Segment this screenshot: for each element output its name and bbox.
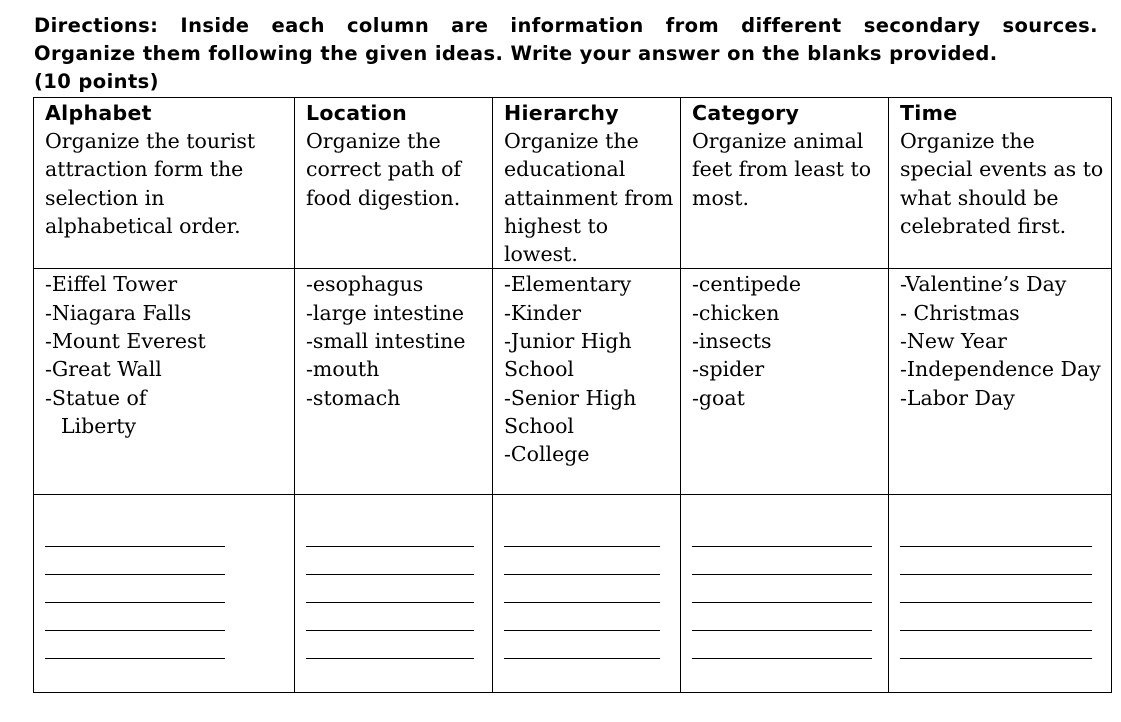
column-description: Organize the tourist attraction form the selection in alphabetical order. (45, 129, 256, 238)
answer-blank[interactable] (900, 631, 1092, 659)
answer-blank[interactable] (306, 631, 474, 659)
answer-blank[interactable] (45, 631, 225, 659)
hierarchy-answer-cell (493, 495, 681, 693)
time-items (889, 269, 1112, 495)
column-category-header (681, 98, 889, 269)
list-item: -Independence Day (900, 357, 1101, 382)
answer-blank[interactable] (45, 518, 225, 546)
column-heading: Location (306, 101, 408, 125)
heading-row (34, 98, 1112, 269)
answer-blank[interactable] (900, 518, 1092, 546)
answer-blank[interactable] (45, 547, 225, 575)
column-heading: Time (900, 101, 958, 125)
list-item: -Senior High School (504, 385, 637, 438)
list-item: -large intestine (306, 300, 465, 325)
column-time-header (889, 98, 1112, 269)
list-item: -College (504, 442, 590, 467)
answer-blank[interactable] (504, 631, 660, 659)
answer-blank[interactable] (504, 518, 660, 546)
column-description: Organize the special events as to what should be celebrated first. (900, 129, 1104, 238)
answer-blank[interactable] (900, 547, 1092, 575)
column-heading: Alphabet (45, 101, 152, 125)
list-item: -chicken (692, 300, 780, 325)
items-row (34, 269, 1112, 495)
answer-blank[interactable] (504, 575, 660, 603)
column-heading: Category (692, 101, 800, 125)
column-alphabet-header (34, 98, 295, 269)
answer-blank[interactable] (504, 603, 660, 631)
column-heading: Hierarchy (504, 101, 619, 125)
directions-line-1: Directions: Inside each column are information from different secondary sources. (34, 14, 1098, 37)
list-item: -spider (692, 357, 765, 382)
directions-line-2: Organize them following the given ideas. Write your answer on the blanks provided. (34, 42, 998, 65)
column-description: Organize the educational attainment from highest to lowest. (504, 129, 674, 267)
directions-line-3: (10 points) (34, 70, 159, 93)
answer-blank[interactable] (45, 575, 225, 603)
answer-blank[interactable] (692, 631, 872, 659)
list-item: -New Year (900, 329, 1007, 354)
answer-blank[interactable] (692, 603, 872, 631)
location-answer-cell (295, 495, 493, 693)
list-item: -Statue of (45, 385, 147, 410)
answer-blank[interactable] (306, 603, 474, 631)
answer-blank[interactable] (900, 603, 1092, 631)
hierarchy-items (493, 269, 681, 495)
alphabet-items (34, 269, 295, 495)
list-item: -stomach (306, 385, 401, 410)
column-hierarchy-header (493, 98, 681, 269)
list-item: -Eiffel Tower (45, 272, 178, 297)
list-item: -Elementary (504, 272, 632, 297)
answer-blank[interactable] (692, 518, 872, 546)
list-item: -Junior High School (504, 329, 632, 382)
directions-text (34, 12, 1098, 96)
category-answer-cell (681, 495, 889, 693)
answer-blank[interactable] (504, 547, 660, 575)
column-location-header (295, 98, 493, 269)
location-items (295, 269, 493, 495)
list-item: -Kinder (504, 300, 582, 325)
answer-blank[interactable] (692, 575, 872, 603)
list-item: -insects (692, 329, 772, 354)
list-item: - Christmas (900, 300, 1020, 325)
answer-blank[interactable] (306, 547, 474, 575)
list-item: -mouth (306, 357, 380, 382)
organizer-table (33, 97, 1112, 693)
answer-row (34, 495, 1112, 693)
list-item: -esophagus (306, 272, 424, 297)
category-items (681, 269, 889, 495)
list-item: -Niagara Falls (45, 300, 192, 325)
answer-blank[interactable] (306, 518, 474, 546)
answer-blank[interactable] (306, 575, 474, 603)
list-item: -Labor Day (900, 385, 1015, 410)
time-answer-cell (889, 495, 1112, 693)
answer-blank[interactable] (692, 547, 872, 575)
alphabet-answer-cell (34, 495, 295, 693)
list-item: -small intestine (306, 329, 466, 354)
list-item: -goat (692, 385, 745, 410)
list-item: -Great Wall (45, 357, 162, 382)
column-description: Organize animal feet from least to most. (692, 129, 872, 210)
list-item: -centipede (692, 272, 802, 297)
list-item: -Valentine’s Day (900, 272, 1067, 297)
list-item: Liberty (61, 413, 137, 438)
list-item: -Mount Everest (45, 329, 206, 354)
answer-blank[interactable] (45, 603, 225, 631)
answer-blank[interactable] (900, 575, 1092, 603)
column-description: Organize the correct path of food digestion. (306, 129, 462, 210)
